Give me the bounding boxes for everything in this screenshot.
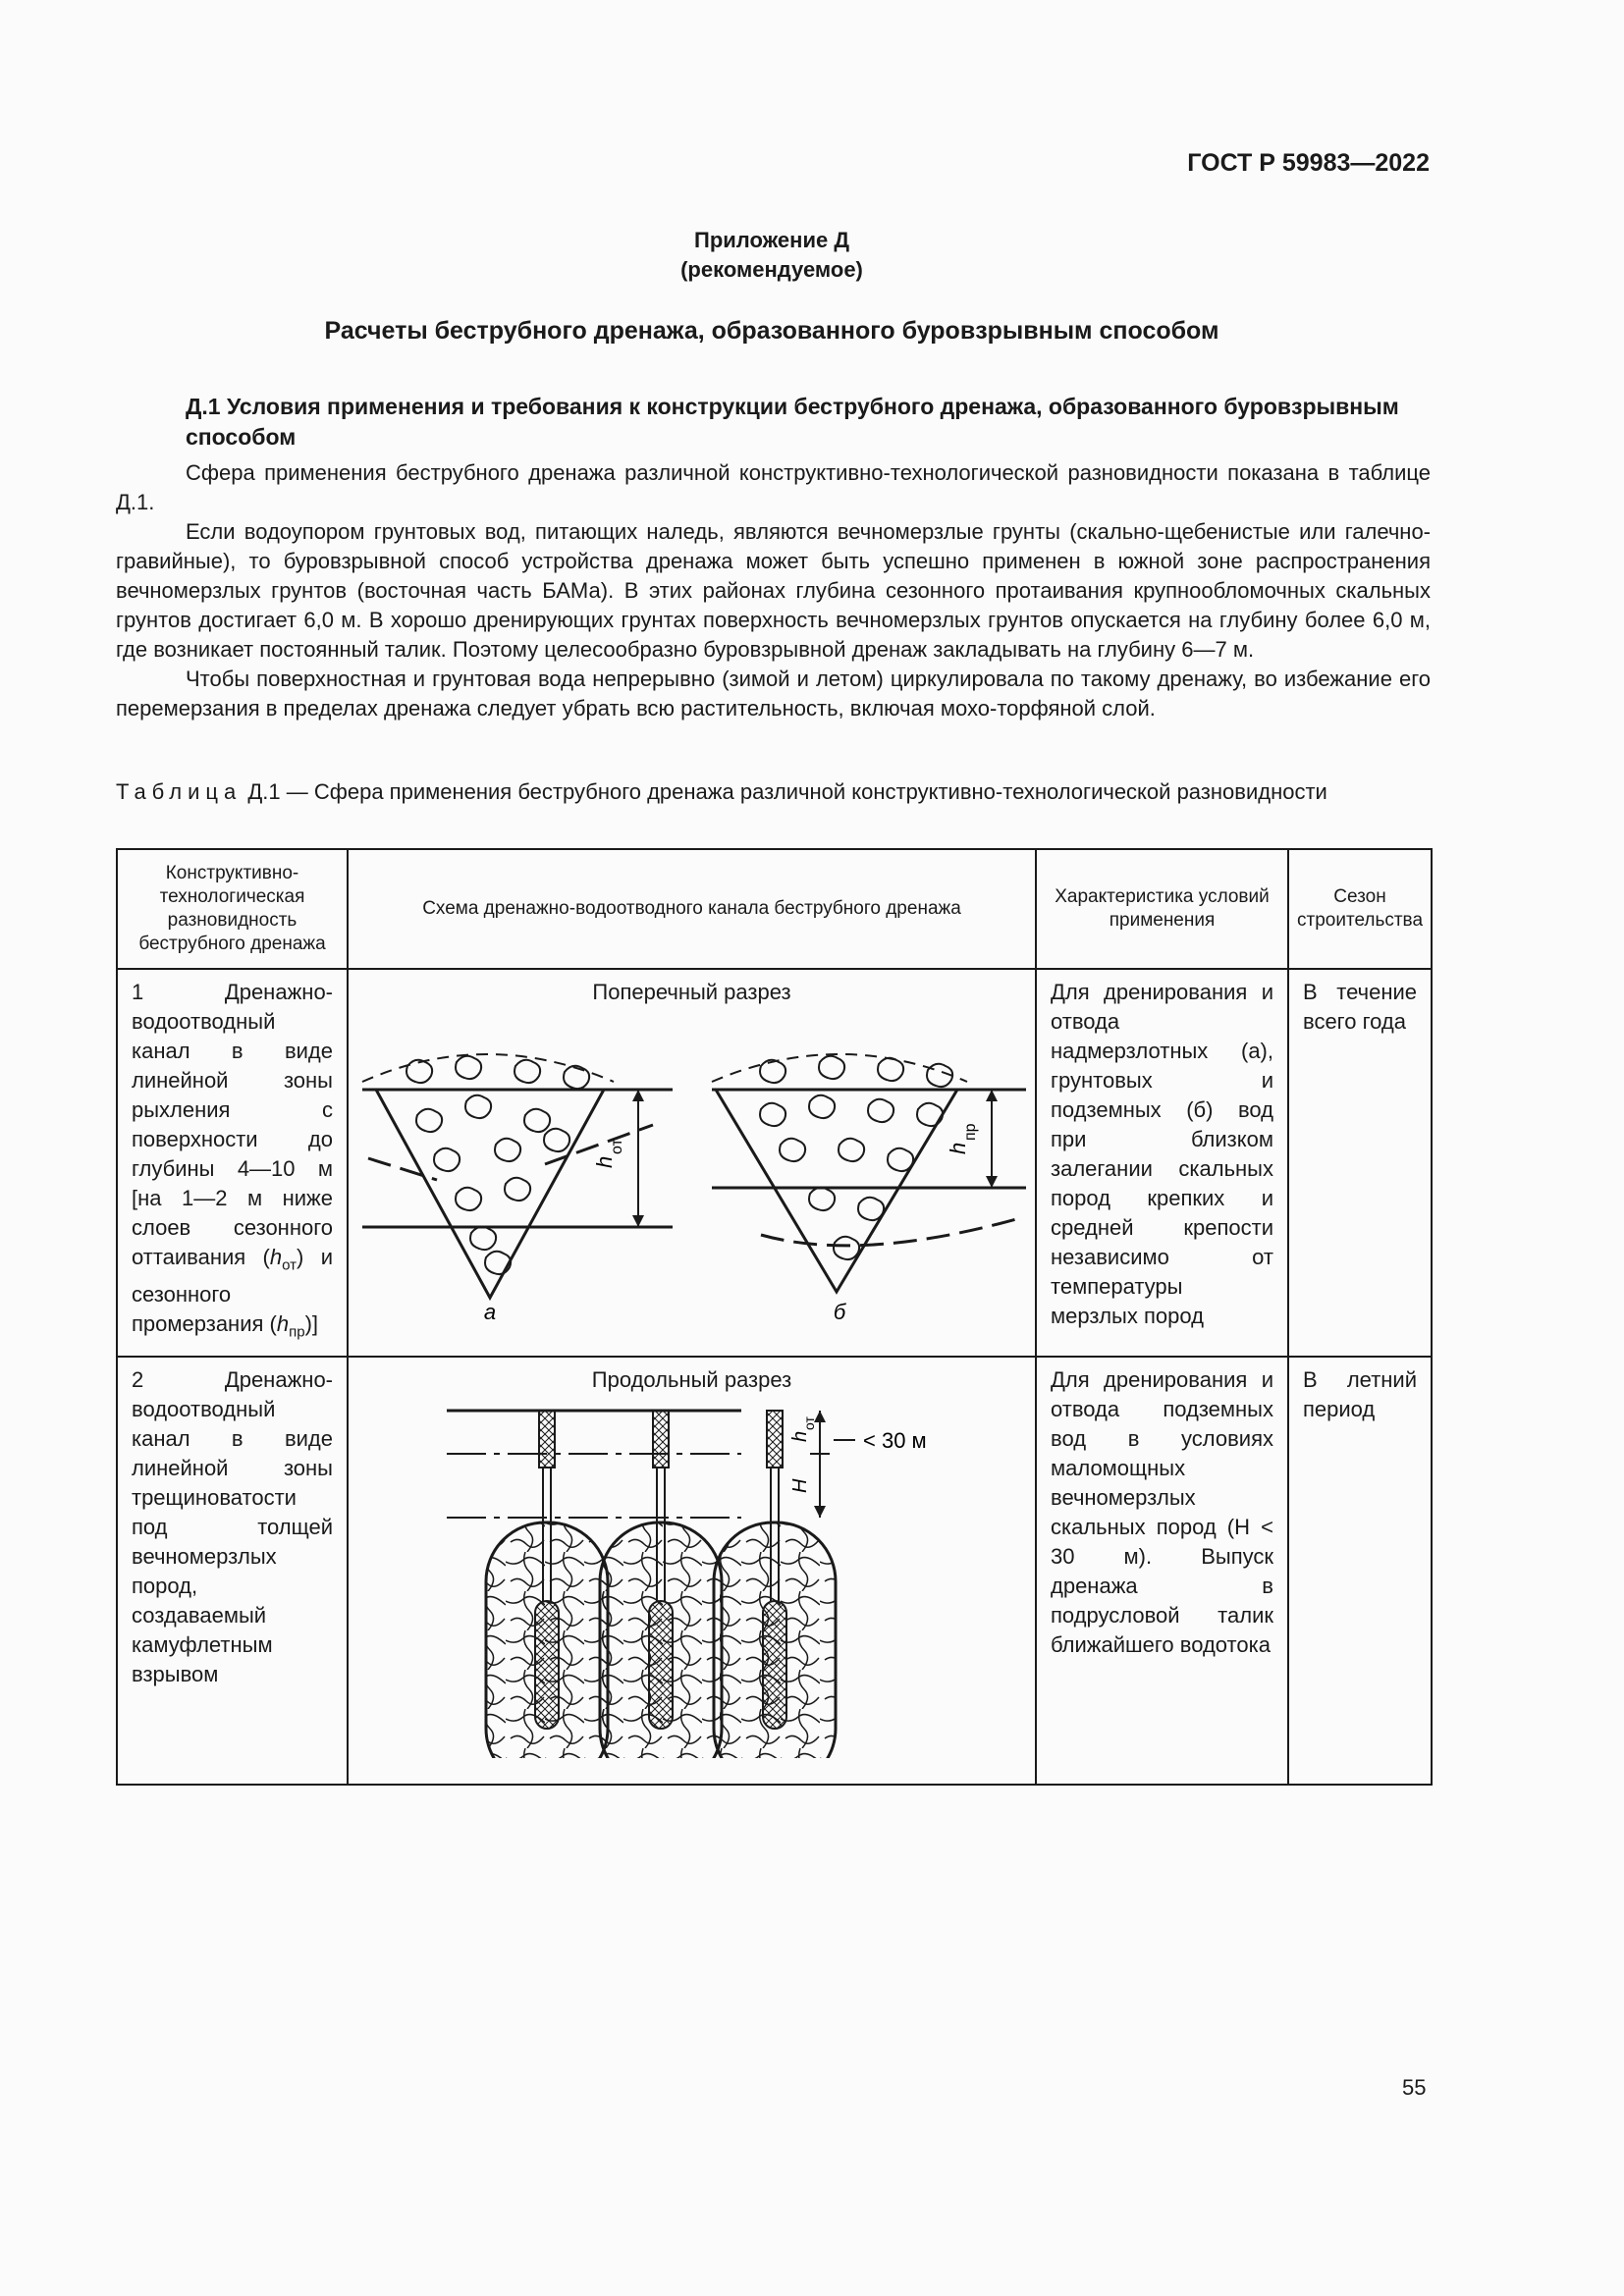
depth-limit-label: < 30 м [863,1427,927,1453]
scheme-cell [348,1357,1036,1785]
scheme-cell [348,969,1036,1357]
appendix-type: (рекомендуемое) [680,257,863,282]
appendix-name: Приложение Д [694,228,849,252]
h-label: h [592,1155,617,1168]
figure-b-label: б [833,1300,846,1321]
conditions-cell: Для дренирования и отвода надмерзлотных (а), грунтовых и подземных (б) вод при близком залегании скальных пород крепких и средней крепости независимо от температуры мерзлых пород [1036,969,1288,1357]
figure-b-diagram [712,1054,1026,1292]
table-caption [116,777,1431,807]
header-cell: Схема дренажно-водоотводного канала беструбного дренажа [348,849,1036,969]
figure-a-diagram [362,1054,673,1298]
header-cell: Сезон строительства [1288,849,1432,969]
table-header-row [117,849,1432,969]
scheme-title: Поперечный разрез [592,980,791,1004]
standard-number: ГОСТ Р 59983—2022 [1187,149,1430,177]
drainage-type-cell: 1 Дренажно-водоотводный канал в виде линейной зоны рыхления с поверхности до глубины 4—10 м [на 1—2 м ниже слоев сезонного оттаивания $(h_{от})$ и сезонного промерзания $(h_{пр})$] [117,969,348,1357]
longitudinal-section-diagram [349,1395,1036,1758]
season-cell: В течение всего года [1288,969,1432,1357]
figure-a-label: а [483,1300,497,1321]
table-caption-label: Таблица [116,779,243,804]
scheme-title: Продольный разрез [591,1366,792,1392]
page-title: Расчеты беструбного дренажа, образованного буровзрывным способом [324,317,1219,345]
h-ot-label: от [609,1139,625,1154]
appendix-heading [0,226,1543,285]
paragraph: Если водоупором грунтовых вод, питающих наледь, являются вечномерзлые грунты (скально-щебенистые или галечно-гравийные), то буровзрывной способ устройства дренажа может быть успешно применен в южной зоне распространения вечномерзлых грунтов (восточная часть БАМа). В этих районах глубина сезонного протаивания крупнообломочных скальных грунтов достигает 6,0 м. В хорошо дренирующих грунтах поверхность вечномерзлых грунтов опускается на глубину более 6,0 м, где возникает постоянный талик. Поэтому целесообразно буровзрывной дренаж закладывать на глубину 6—7 м. [116,519,1431,662]
paragraph: Сфера применения беструбного дренажа различной конструктивно-технологической разновидности показана в таблице Д.1. [116,460,1431,514]
paragraph: Чтобы поверхностная и грунтовая вода непрерывно (зимой и летом) циркулировала по такому дренажу, во избежание его перемерзания в пределах дренажа следует убрать всю растительность, включая мохо-торфяной слой. [116,667,1431,721]
table-row [117,969,1432,1357]
h-ot-label: от [801,1415,817,1430]
drainage-type-cell: 2 Дренажно-водоотводный канал в виде линейной зоны трещиноватости под толщей вечномерзлых пород, создаваемый камуфлетным взрывом [117,1357,348,1785]
header-cell: Характеристика условий применения [1036,849,1288,969]
h-label: h [946,1142,970,1154]
season-cell: В летний период [1288,1357,1432,1785]
section-heading: Д.1 Условия применения и требования к конструкции беструбного дренажа, образованного буровзрывным способом [186,394,1399,450]
header-cell: Конструктивно-технологическая разновидность беструбного дренажа [117,849,348,969]
body-text [116,458,1431,723]
cross-section-diagram [349,1007,1036,1321]
table-caption-text: Д.1 — Сфера применения беструбного дренажа различной конструктивно-технологической разновидности [247,779,1327,804]
page-number: 55 [1402,2075,1427,2100]
h-pr-label: пр [962,1123,979,1141]
table-row [117,1357,1432,1785]
conditions-cell: Для дренирования и отвода подземных вод в условиях маломощных вечномерзлых скальных пород (H < 30 м). Выпуск дренажа в подрусловой талик ближайшего водотока [1036,1357,1288,1785]
application-table [116,848,1433,1786]
H-label: H [789,1478,811,1493]
h-label: h [789,1430,811,1442]
